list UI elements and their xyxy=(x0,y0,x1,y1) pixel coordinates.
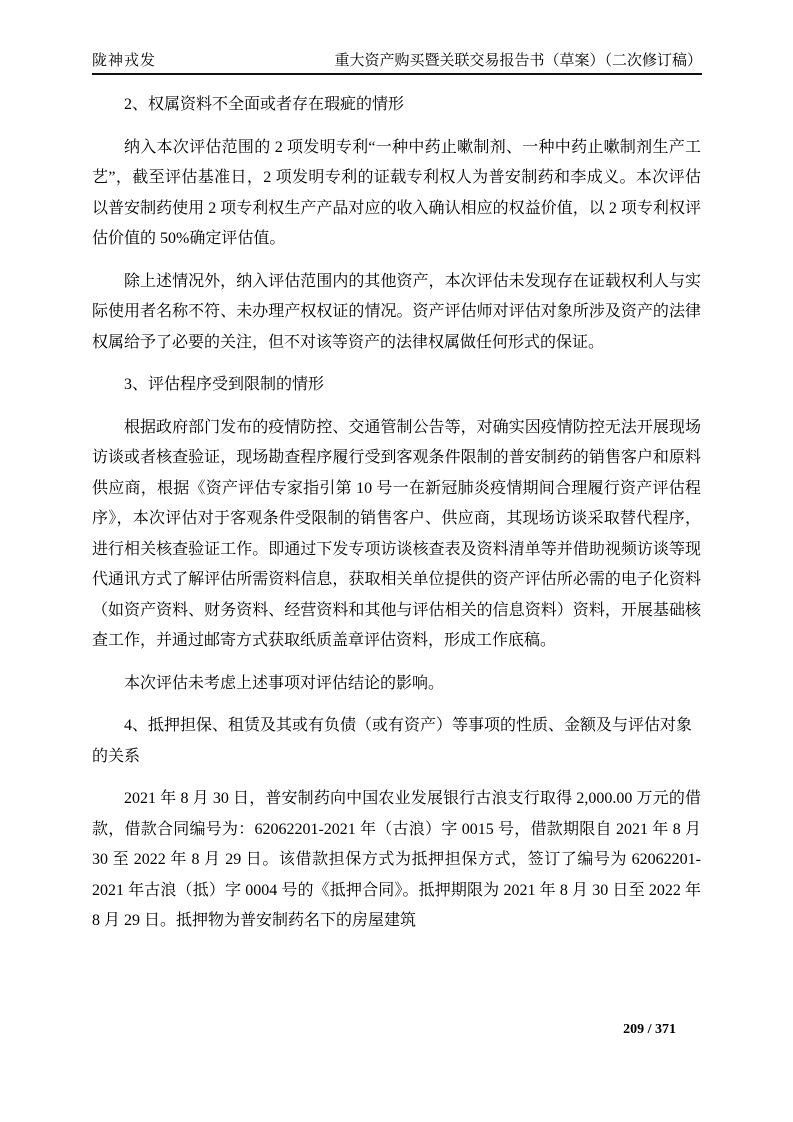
page-number: 209 / 371 xyxy=(623,1022,676,1037)
paragraph-other-assets: 除上述情况外，纳入评估范围内的其他资产，本次评估未发现存在证载权利人与实际使用者名称不符、未办理产权权证的情况。资产评估师对评估对象所涉及资产的法律权属给予了必要的关注，但不对该等资产的法律权属做任何形式的保证。 xyxy=(92,272,701,351)
section-heading-3: 3、评估程序受到限制的情形 xyxy=(124,376,325,393)
section-heading-2: 2、权属资料不全面或者存在瑕疵的情形 xyxy=(124,96,405,113)
page-header xyxy=(92,0,702,75)
paragraph-patent-scope: 纳入本次评估范围的 2 项发明专利“一种中药止嗽制剂、一种中药止嗽制剂生产工艺”，截至评估基准日，2 项发明专利的证载专利权人为普安制药和李成义。本次评估以普安制药使用 2 项专利权生产产品对应的收入确认相应的权益价值，以 2 项专利权评估价值的 50%确定评估值。 xyxy=(92,138,701,247)
paragraph-no-impact-note: 本次评估未考虑上述事项对评估结论的影响。 xyxy=(124,674,445,692)
paragraph-mortgage-loan: 2021 年 8 月 30 日，普安制药向中国农业发展银行古浪支行取得 2,000.00 万元的借款，借款合同编号为：62062201-2021 年（古浪）字 0015 号，借款期限自 2021 年 8 月 30 至 2022 年 8 月 29 日。该借款担保方式为抵押担保方式，签订了编号为 62062201-2021 年古浪（抵）字 0004 号的《抵押合同》。抵押期限为 2021 年 8 月 30 日至 2022 年 8 月 29 日。抵押物为普安制药名下的房屋建筑 xyxy=(92,790,701,929)
header-company-name: 陇神戎发 xyxy=(92,53,157,69)
section-heading-4: 4、抵押担保、租赁及其或有负债（或有资产）等事项的性质、金额及与评估对象的关系 xyxy=(92,717,693,765)
header-report-title: 重大资产购买暨关联交易报告书（草案）（二次修订稿） xyxy=(334,53,702,69)
document-body xyxy=(92,90,701,937)
paragraph-covid-procedures: 根据政府部门发布的疫情防控、交通管制公告等，对确实因疫情防控无法开展现场访谈或者核查验证，现场勘查程序履行受到客观条件限制的普安制药的销售客户和原料供应商，根据《资产评估专家指引第 10 号一在新冠肺炎疫情期间合理履行资产评估程序》，本次评估对于客观条件受限制的销售客户、供应商，其现场访谈采取替代程序，进行相关核查验证工作。即通过下发专项访谈核查表及资料清单等并借助视频访谈等现代通讯方式了解评估所需资料信息，获取相关单位提供的资产评估所必需的电子化资料（如资产资料、财务资料、经营资料和其他与评估相关的信息资料）资料，开展基础核查工作，并通过邮寄方式获取纸质盖章评估资料，形成工作底稿。 xyxy=(92,418,701,649)
